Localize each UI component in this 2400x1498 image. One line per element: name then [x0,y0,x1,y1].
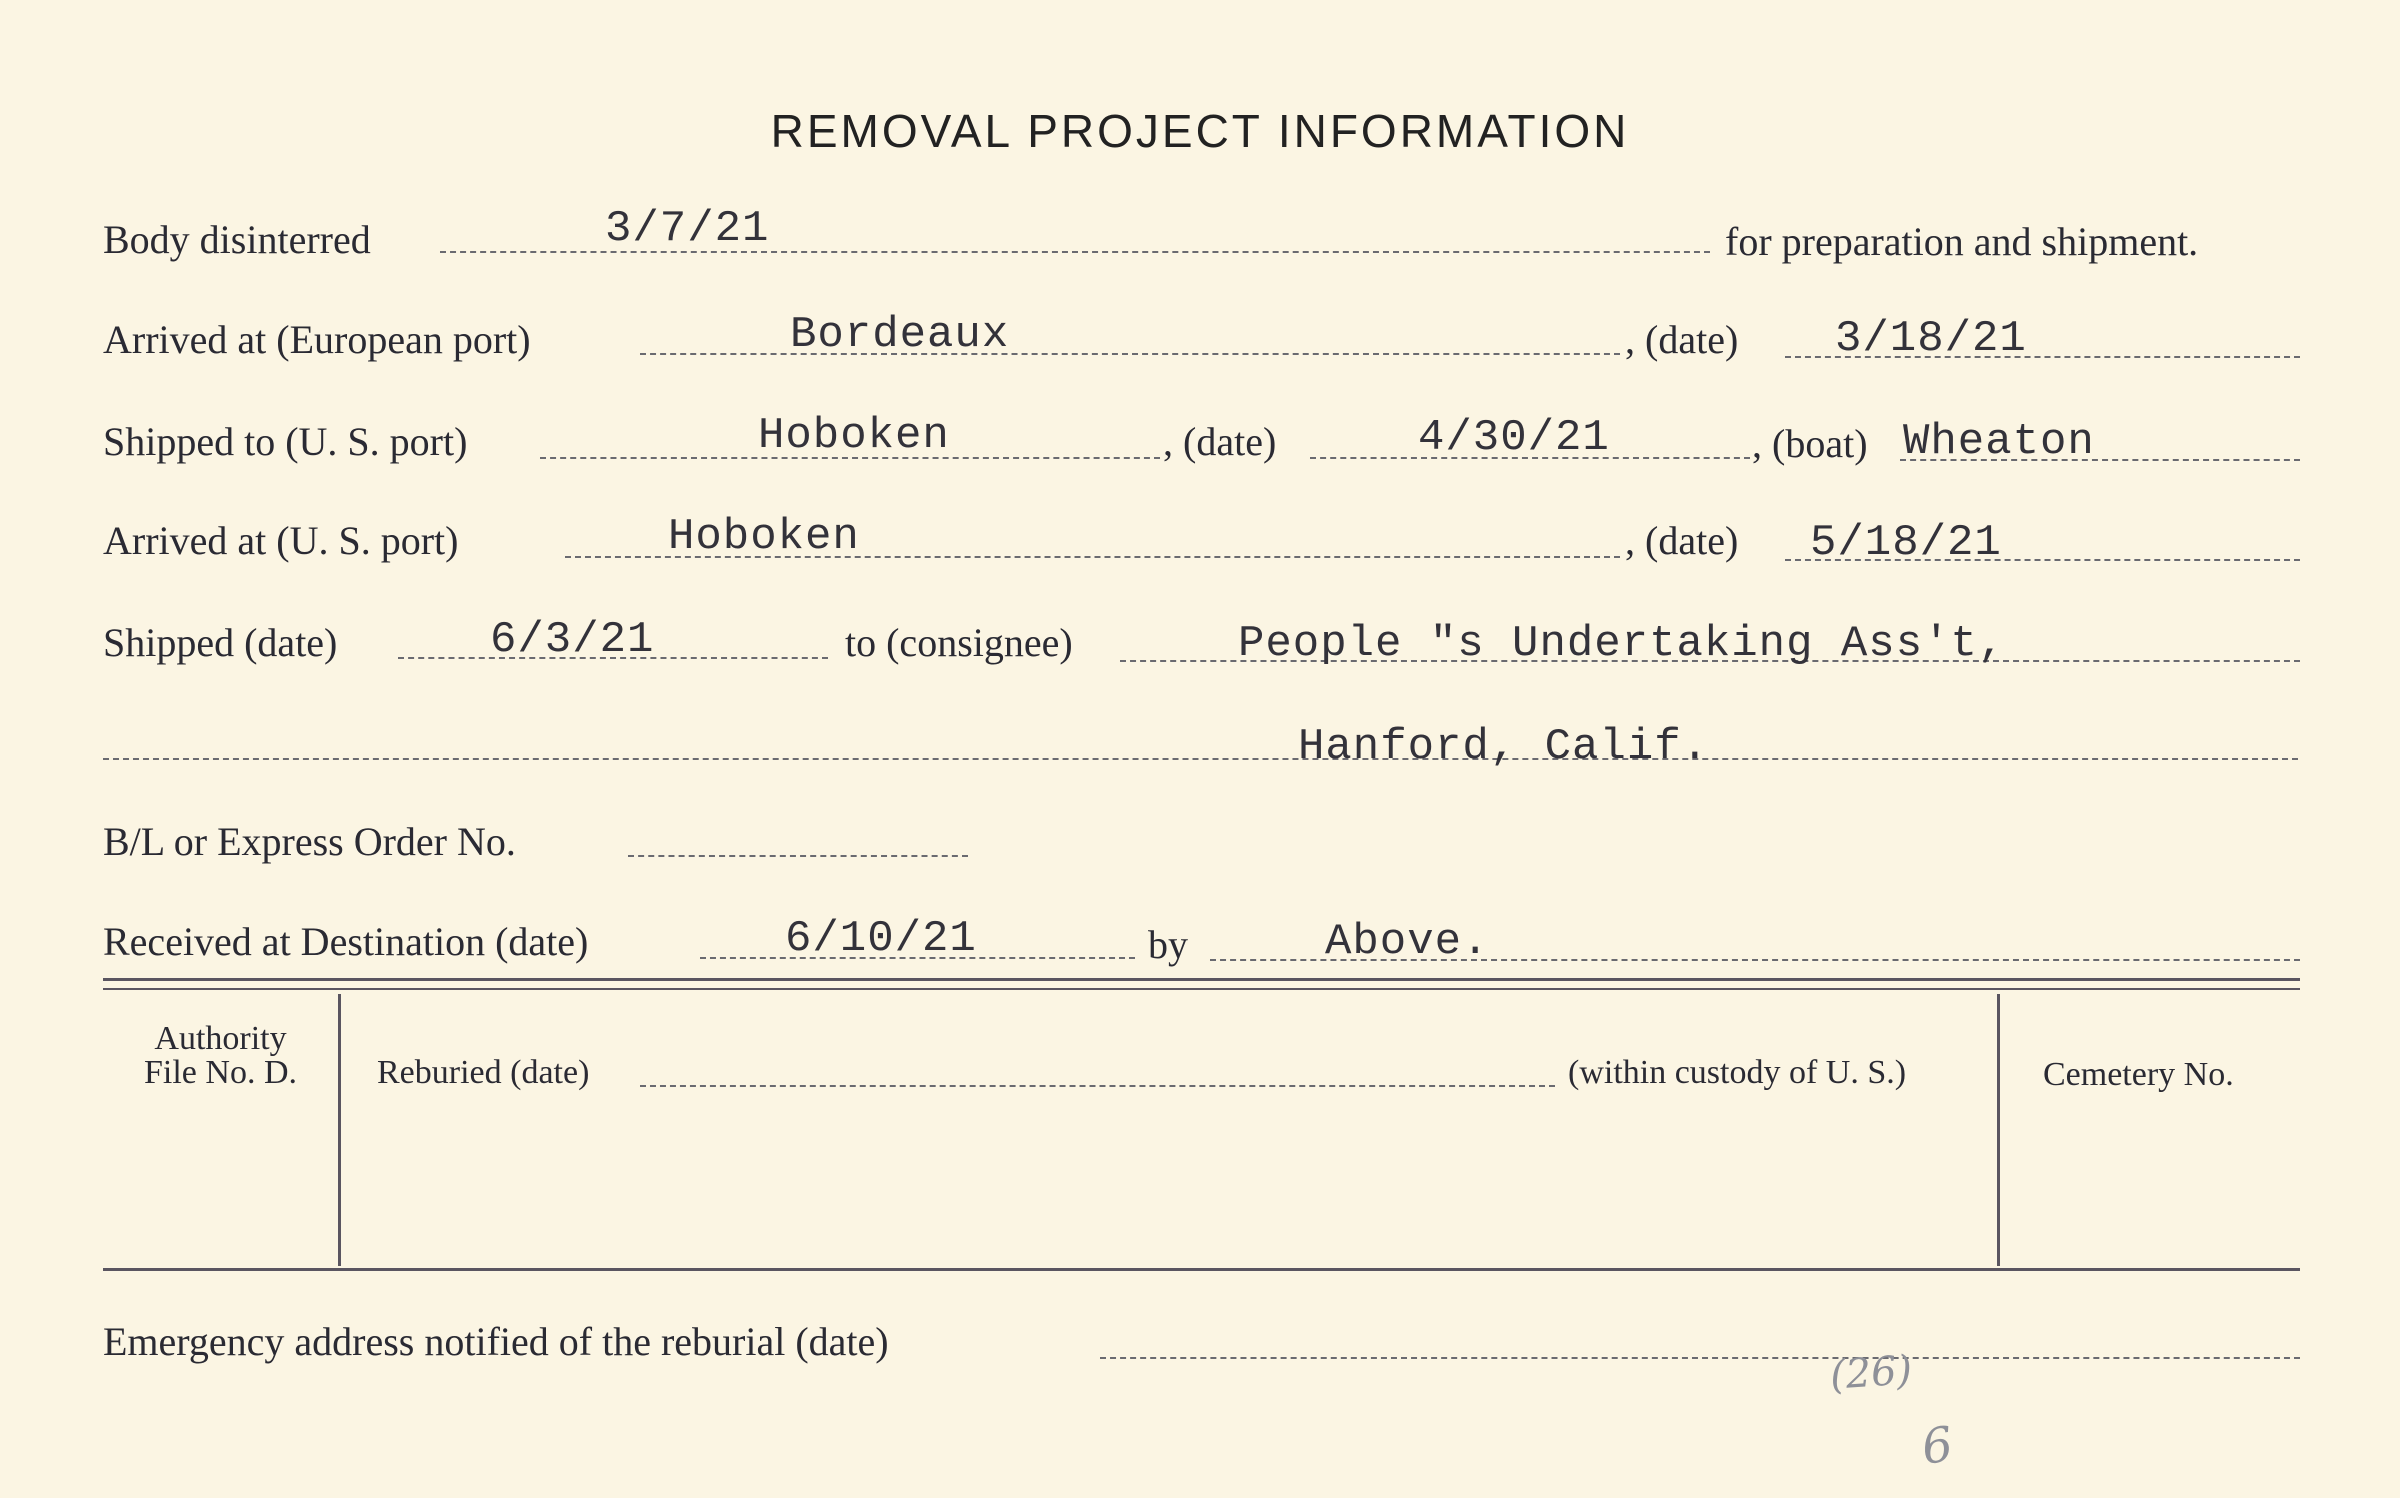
body-disinterred-suffix: for preparation and shipment. [1725,219,2199,264]
arrived-us-port: Hoboken [668,512,860,562]
arrived-european-date-label: , (date) [1625,317,1739,362]
received-by: Above. [1325,917,1490,967]
arrived-us-date-label: , (date) [1625,518,1739,563]
arrived-european-line [640,353,1620,355]
emergency-label: Emergency address notified of the reburial (date) [103,1319,889,1364]
double-rule-bottom [103,988,2300,990]
reburied-suffix: (within custody of U. S.) [1568,1054,1907,1091]
shipped-us-label: Shipped to (U. S. port) [103,419,468,464]
received-date: 6/10/21 [785,914,977,964]
authority-line1: Authority [154,1020,287,1057]
received-by-label: by [1148,922,1188,967]
form-title: REMOVAL PROJECT INFORMATION [770,105,1630,157]
shipped-date-label: Shipped (date) [103,620,338,665]
box-bottom-rule [103,1268,2300,1271]
pencil-mark-26: (26) [1828,1347,1914,1399]
box-divider-right [1997,994,2000,1266]
double-rule-top [103,978,2300,981]
box-divider-left [338,994,341,1266]
consignee-label: to (consignee) [845,620,1073,665]
consignee-line1: People "s Undertaking Ass't, [1238,619,2006,669]
arrived-us-label: Arrived at (U. S. port) [103,518,459,563]
body-disinterred-value: 3/7/21 [605,204,770,254]
bl-order-label: B/L or Express Order No. [103,819,516,864]
shipped-date: 6/3/21 [490,615,655,665]
consignee-continuation-line [103,758,2298,760]
consignee-line2: Hanford, Calif. [1298,722,1710,772]
shipped-us-port: Hoboken [758,411,950,461]
cemetery-label: Cemetery No. [2043,1056,2234,1093]
body-disinterred-label: Body disinterred [103,217,371,262]
shipped-us-boat-label: , (boat) [1752,421,1868,466]
pencil-mark-6: 6 [1918,1416,1957,1476]
shipped-us-date-label: , (date) [1163,419,1277,464]
arrived-european-label: Arrived at (European port) [103,317,531,362]
emergency-date-line [1100,1357,2300,1359]
shipped-us-date: 4/30/21 [1418,413,1610,463]
shipped-us-boat: Wheaton [1903,417,2095,467]
bl-order-line [628,855,968,857]
arrived-european-port: Bordeaux [790,310,1010,360]
arrived-european-date: 3/18/21 [1835,314,2027,364]
reburied-date-line [640,1085,1555,1087]
arrived-us-date: 5/18/21 [1810,518,2002,568]
authority-line2: File No. D. [144,1054,297,1091]
received-label: Received at Destination (date) [103,919,589,964]
authority-label [103,1022,338,1090]
reburied-label: Reburied (date) [377,1054,590,1091]
